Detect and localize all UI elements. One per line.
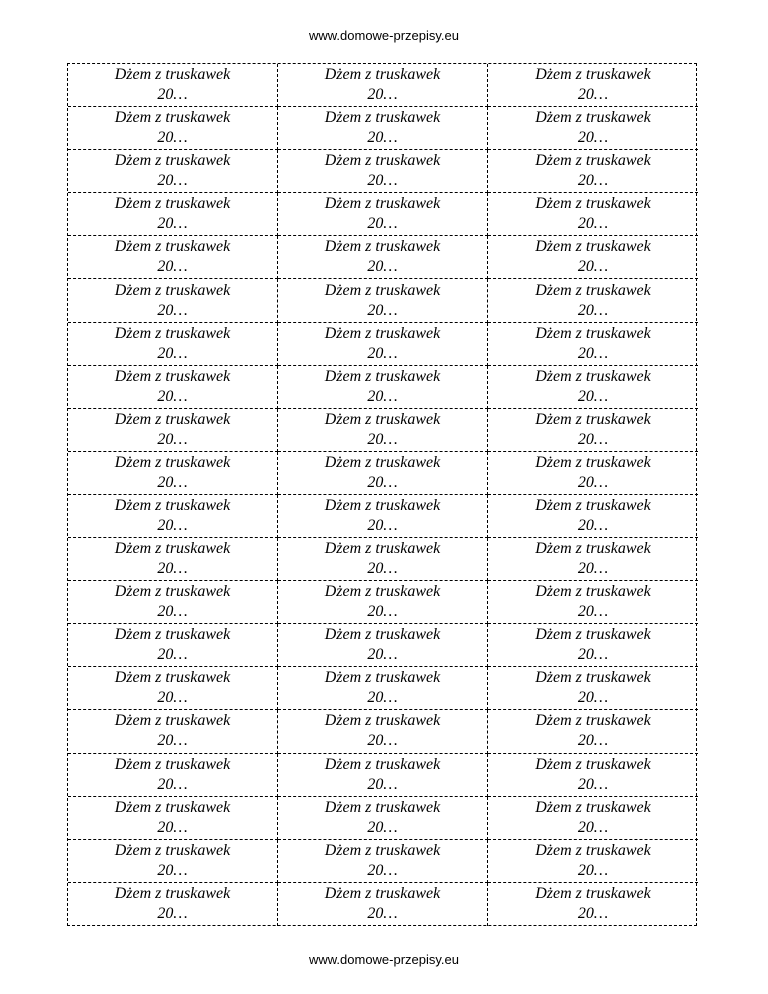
label-title: Dżem z truskawek: [324, 152, 441, 170]
jar-label: [68, 323, 278, 366]
label-title: Dżem z truskawek: [535, 195, 651, 213]
label-year: 20…: [367, 473, 398, 491]
label-year: 20…: [367, 603, 398, 621]
label-title: Dżem z truskawek: [324, 367, 441, 385]
label-title: Dżem z truskawek: [324, 755, 441, 773]
jar-label: [488, 150, 698, 193]
label-year: 20…: [367, 732, 398, 750]
jar-label: [68, 409, 278, 452]
label-year: 20…: [577, 172, 609, 190]
jar-label: [278, 236, 488, 279]
jar-label: [488, 495, 698, 538]
label-year: 20…: [577, 387, 609, 405]
label-title: Dżem z truskawek: [324, 712, 441, 730]
label-year: 20…: [157, 344, 188, 362]
label-year: 20…: [367, 172, 398, 190]
jar-label: [68, 667, 278, 710]
label-year: 20…: [577, 732, 609, 750]
label-title: Dżem z truskawek: [535, 281, 651, 299]
label-year: 20…: [367, 344, 398, 362]
label-title: Dżem z truskawek: [535, 496, 651, 514]
label-title: Dżem z truskawek: [324, 109, 441, 127]
label-title: Dżem z truskawek: [535, 66, 651, 84]
jar-label: [278, 495, 488, 538]
jar-label: [278, 279, 488, 322]
label-year: 20…: [367, 258, 398, 276]
label-title: Dżem z truskawek: [535, 841, 651, 859]
label-title: Dżem z truskawek: [535, 540, 651, 558]
label-year: 20…: [157, 603, 188, 621]
label-title: Dżem z truskawek: [535, 152, 651, 170]
jar-label: [488, 754, 698, 797]
label-year: 20…: [577, 258, 609, 276]
footer-url: www.domowe-przepisy.eu: [308, 952, 460, 967]
label-title: Dżem z truskawek: [114, 281, 231, 299]
jar-label: [488, 193, 698, 236]
label-year: 20…: [367, 818, 398, 836]
jar-label: [278, 366, 488, 409]
jar-label: [68, 710, 278, 753]
label-sheet: [67, 63, 697, 926]
jar-label: [278, 710, 488, 753]
jar-label: [278, 883, 488, 926]
jar-label: [278, 150, 488, 193]
jar-label: [488, 667, 698, 710]
jar-label: [68, 538, 278, 581]
label-year: 20…: [367, 516, 398, 534]
label-title: Dżem z truskawek: [324, 798, 441, 816]
label-title: Dżem z truskawek: [114, 669, 231, 687]
jar-label: [68, 279, 278, 322]
label-title: Dżem z truskawek: [535, 712, 651, 730]
jar-label: [278, 323, 488, 366]
label-year: 20…: [157, 861, 188, 879]
label-title: Dżem z truskawek: [114, 841, 231, 859]
jar-label: [278, 409, 488, 452]
label-title: Dżem z truskawek: [114, 367, 231, 385]
label-year: 20…: [367, 905, 398, 923]
label-year: 20…: [367, 86, 398, 104]
label-year: 20…: [577, 560, 609, 578]
jar-label: [278, 667, 488, 710]
label-year: 20…: [157, 689, 188, 707]
jar-label: [68, 754, 278, 797]
jar-label: [68, 236, 278, 279]
label-year: 20…: [367, 689, 398, 707]
label-title: Dżem z truskawek: [535, 109, 651, 127]
label-year: 20…: [577, 775, 609, 793]
label-year: 20…: [577, 129, 609, 147]
label-year: 20…: [157, 560, 188, 578]
jar-label: [68, 452, 278, 495]
jar-label: [488, 840, 698, 883]
label-title: Dżem z truskawek: [114, 798, 231, 816]
label-year: 20…: [577, 430, 609, 448]
jar-label: [488, 64, 698, 107]
label-year: 20…: [157, 905, 188, 923]
label-title: Dżem z truskawek: [114, 195, 231, 213]
label-year: 20…: [157, 473, 188, 491]
label-title: Dżem z truskawek: [114, 238, 231, 256]
label-year: 20…: [157, 775, 188, 793]
label-title: Dżem z truskawek: [114, 583, 231, 601]
label-title: Dżem z truskawek: [535, 453, 651, 471]
label-year: 20…: [367, 560, 398, 578]
label-year: 20…: [577, 646, 609, 664]
label-title: Dżem z truskawek: [324, 583, 441, 601]
jar-label: [278, 193, 488, 236]
label-title: Dżem z truskawek: [535, 324, 651, 342]
label-year: 20…: [577, 905, 609, 923]
label-title: Dżem z truskawek: [324, 626, 441, 644]
label-year: 20…: [157, 732, 188, 750]
label-year: 20…: [367, 775, 398, 793]
label-title: Dżem z truskawek: [324, 841, 441, 859]
label-title: Dżem z truskawek: [324, 540, 441, 558]
label-year: 20…: [367, 301, 398, 319]
label-title: Dżem z truskawek: [324, 453, 441, 471]
label-year: 20…: [157, 387, 188, 405]
jar-label: [278, 64, 488, 107]
label-year: 20…: [577, 861, 609, 879]
jar-label: [278, 581, 488, 624]
jar-label: [488, 538, 698, 581]
label-title: Dżem z truskawek: [324, 410, 441, 428]
jar-label: [488, 279, 698, 322]
jar-label: [68, 495, 278, 538]
jar-label: [488, 323, 698, 366]
jar-label: [278, 624, 488, 667]
label-year: 20…: [367, 215, 398, 233]
label-title: Dżem z truskawek: [324, 66, 441, 84]
jar-label: [68, 797, 278, 840]
jar-label: [68, 107, 278, 150]
label-year: 20…: [577, 603, 609, 621]
jar-label: [488, 883, 698, 926]
label-title: Dżem z truskawek: [324, 195, 441, 213]
jar-label: [68, 624, 278, 667]
jar-label: [68, 366, 278, 409]
label-year: 20…: [367, 430, 398, 448]
label-year: 20…: [157, 646, 188, 664]
jar-label: [488, 581, 698, 624]
label-title: Dżem z truskawek: [324, 281, 441, 299]
jar-label: [488, 366, 698, 409]
label-title: Dżem z truskawek: [535, 798, 651, 816]
label-year: 20…: [577, 215, 609, 233]
jar-label: [488, 452, 698, 495]
label-title: Dżem z truskawek: [535, 755, 651, 773]
label-title: Dżem z truskawek: [535, 583, 651, 601]
label-year: 20…: [577, 473, 609, 491]
label-title: Dżem z truskawek: [535, 626, 651, 644]
jar-label: [68, 840, 278, 883]
label-title: Dżem z truskawek: [324, 885, 441, 903]
label-title: Dżem z truskawek: [114, 324, 231, 342]
label-title: Dżem z truskawek: [114, 109, 231, 127]
label-title: Dżem z truskawek: [324, 496, 441, 514]
label-year: 20…: [157, 86, 188, 104]
label-year: 20…: [367, 129, 398, 147]
label-title: Dżem z truskawek: [114, 540, 231, 558]
jar-label: [278, 840, 488, 883]
jar-label: [278, 797, 488, 840]
jar-label: [278, 754, 488, 797]
jar-label: [488, 107, 698, 150]
label-title: Dżem z truskawek: [114, 152, 231, 170]
jar-label: [278, 107, 488, 150]
label-year: 20…: [367, 646, 398, 664]
label-year: 20…: [157, 172, 188, 190]
label-year: 20…: [157, 516, 188, 534]
jar-label: [68, 64, 278, 107]
label-year: 20…: [577, 86, 609, 104]
jar-label: [488, 797, 698, 840]
jar-label: [68, 883, 278, 926]
label-year: 20…: [577, 344, 609, 362]
label-year: 20…: [157, 818, 188, 836]
label-title: Dżem z truskawek: [114, 496, 231, 514]
label-title: Dżem z truskawek: [535, 669, 651, 687]
label-year: 20…: [577, 301, 609, 319]
label-title: Dżem z truskawek: [114, 626, 231, 644]
label-year: 20…: [577, 516, 609, 534]
jar-label: [278, 452, 488, 495]
jar-label: [488, 710, 698, 753]
label-title: Dżem z truskawek: [114, 712, 231, 730]
label-title: Dżem z truskawek: [114, 885, 231, 903]
label-year: 20…: [577, 818, 609, 836]
label-year: 20…: [157, 430, 188, 448]
label-title: Dżem z truskawek: [535, 885, 651, 903]
header-url: www.domowe-przepisy.eu: [308, 28, 460, 43]
jar-label: [488, 624, 698, 667]
jar-label: [278, 538, 488, 581]
label-year: 20…: [367, 861, 398, 879]
label-title: Dżem z truskawek: [114, 453, 231, 471]
jar-label: [68, 581, 278, 624]
label-year: 20…: [577, 689, 609, 707]
label-year: 20…: [157, 129, 188, 147]
label-year: 20…: [157, 301, 188, 319]
label-title: Dżem z truskawek: [114, 410, 231, 428]
label-title: Dżem z truskawek: [535, 238, 651, 256]
jar-label: [68, 150, 278, 193]
label-year: 20…: [367, 387, 398, 405]
label-year: 20…: [157, 215, 188, 233]
label-title: Dżem z truskawek: [535, 367, 651, 385]
label-title: Dżem z truskawek: [114, 755, 231, 773]
jar-label: [488, 409, 698, 452]
label-year: 20…: [157, 258, 188, 276]
jar-label: [68, 193, 278, 236]
label-title: Dżem z truskawek: [324, 238, 441, 256]
label-title: Dżem z truskawek: [324, 324, 441, 342]
label-title: Dżem z truskawek: [324, 669, 441, 687]
label-title: Dżem z truskawek: [114, 66, 231, 84]
label-title: Dżem z truskawek: [535, 410, 651, 428]
jar-label: [488, 236, 698, 279]
